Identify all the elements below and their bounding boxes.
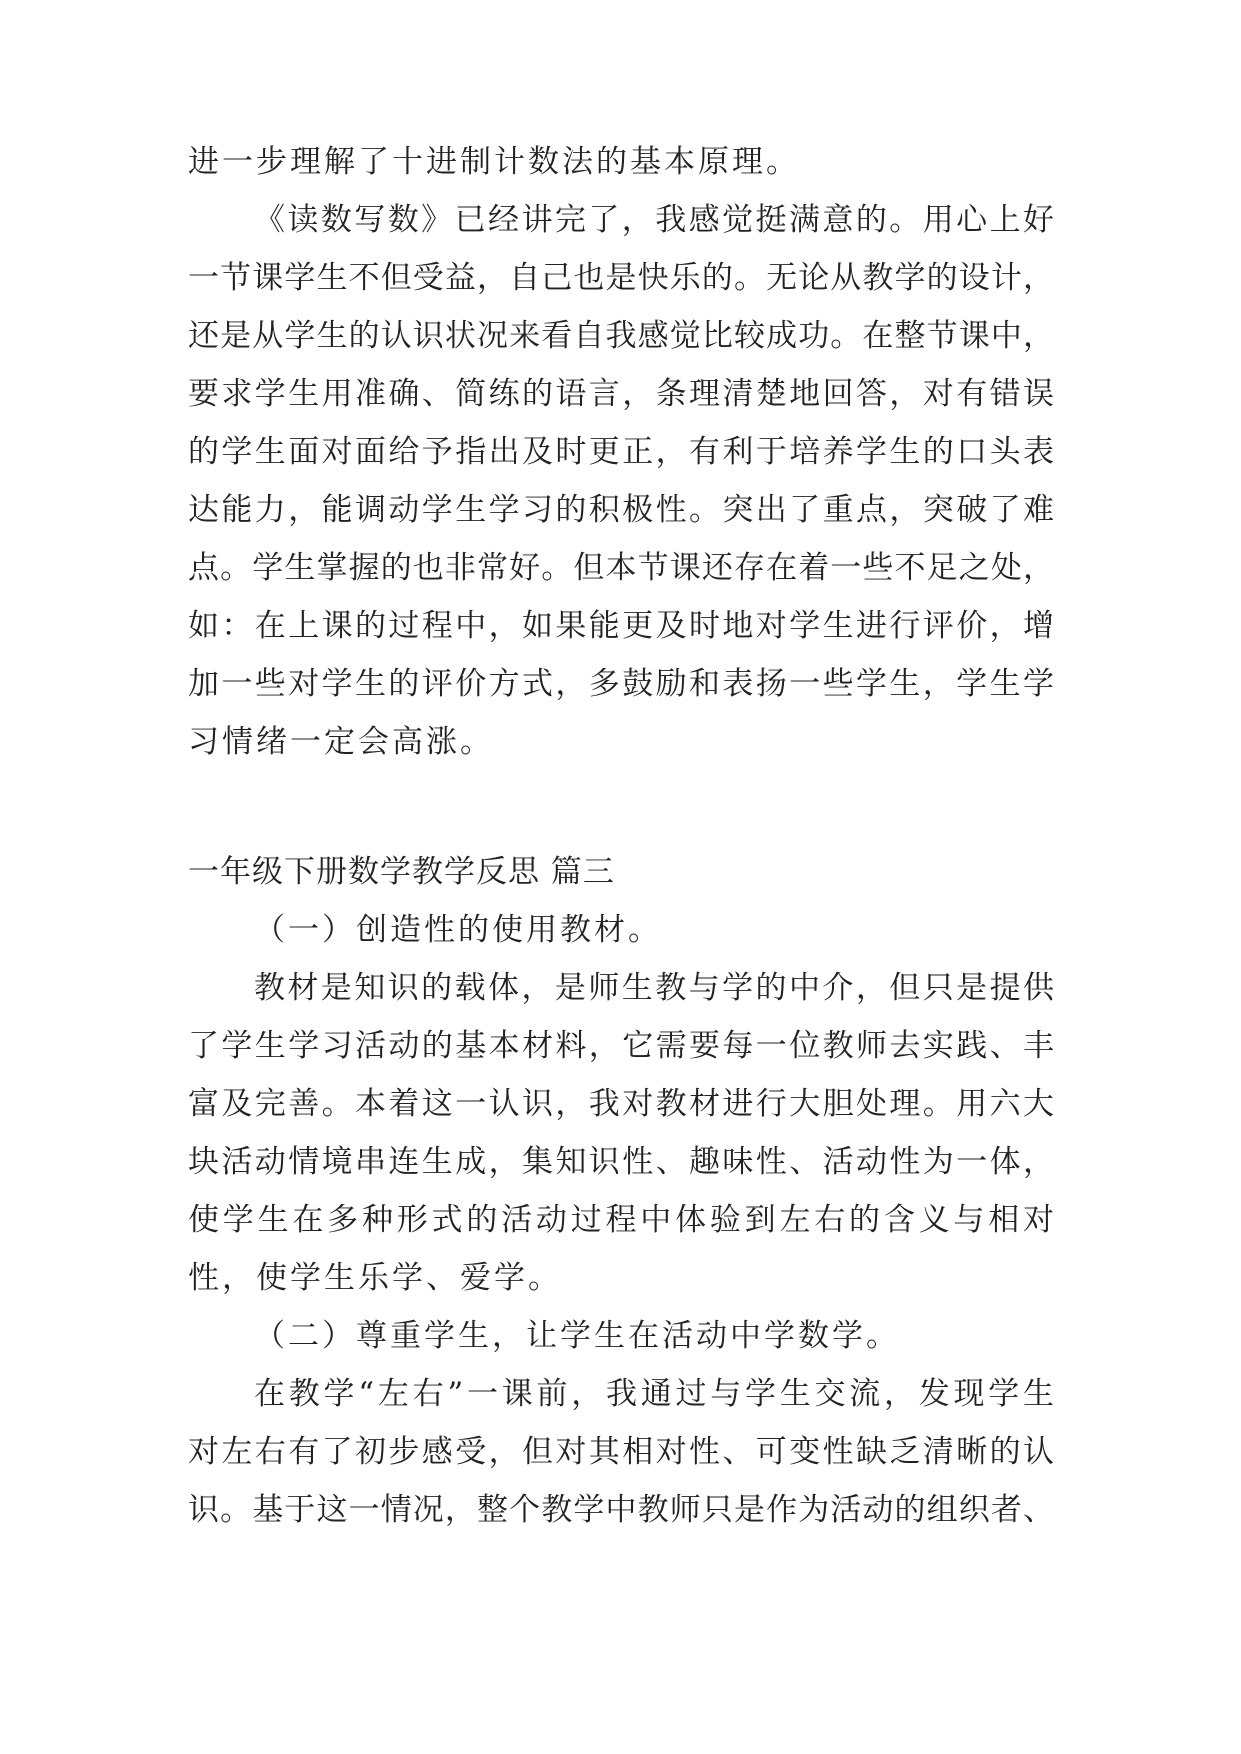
paragraph-line: 一节课学生不但受益，自己也是快乐的。无论从教学的设计， [188,260,1054,296]
paragraph-line: 《读数写数》已经讲完了，我感觉挺满意的。用心上好 [254,202,1054,238]
paragraph-line: 富及完善。本着这一认识，我对教材进行大胆处理。用六大 [188,1086,1054,1122]
section-title: 一年级下册数学教学反思 篇三 [188,854,615,890]
subheading: （一）创造性的使用教材。 [254,912,662,948]
paragraph-line: 块活动情境串连生成，集知识性、趣味性、活动性为一体， [188,1144,1054,1180]
paragraph-line: 在教学“左右”一课前，我通过与学生交流，发现学生 [254,1376,1054,1412]
paragraph-line: 点。学生掌握的也非常好。但本节课还存在着一些不足之处， [188,550,1054,586]
paragraph-line: 教材是知识的载体，是师生教与学的中介，但只是提供 [254,970,1054,1006]
paragraph-line: 加一些对学生的评价方式，多鼓励和表扬一些学生，学生学 [188,666,1054,702]
paragraph-line: 习情绪一定会高涨。 [188,724,494,760]
paragraph-line: 要求学生用准确、简练的语言，条理清楚地回答，对有错误 [188,376,1054,412]
paragraph-line: 进一步理解了十进制计数法的基本原理。 [188,144,800,180]
paragraph-line: 识。基于这一情况，整个教学中教师只是作为活动的组织者、 [188,1492,1054,1528]
paragraph-line: 的学生面对面给予指出及时更正，有利于培养学生的口头表 [188,434,1054,470]
paragraph-line: 对左右有了初步感受，但对其相对性、可变性缺乏清晰的认 [188,1434,1054,1470]
subheading: （二）尊重学生，让学生在活动中学数学。 [254,1318,900,1354]
paragraph-line: 性，使学生乐学、爱学。 [188,1260,562,1296]
paragraph-line: 使学生在多种形式的活动过程中体验到左右的含义与相对 [188,1202,1054,1238]
paragraph-line: 达能力，能调动学生学习的积极性。突出了重点，突破了难 [188,492,1054,528]
paragraph-line: 如：在上课的过程中，如果能更及时地对学生进行评价，增 [188,608,1054,644]
paragraph-line: 还是从学生的认识状况来看自我感觉比较成功。在整节课中， [188,318,1054,354]
paragraph-line: 了学生学习活动的基本材料，它需要每一位教师去实践、丰 [188,1028,1054,1064]
